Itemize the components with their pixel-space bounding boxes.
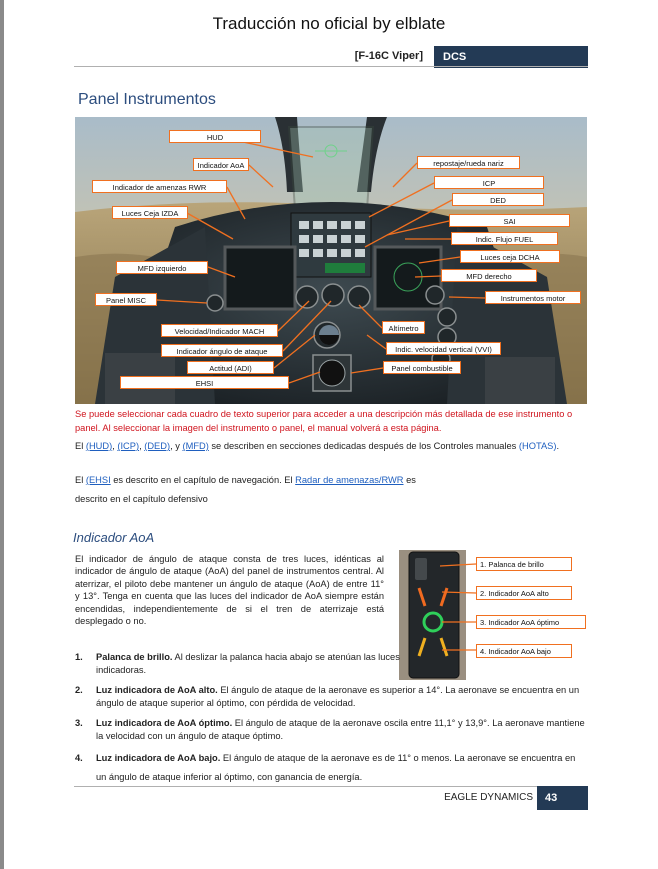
callout-adi[interactable]: Actitud (ADI) [187, 361, 274, 374]
cockpit-image[interactable] [75, 117, 587, 404]
callout-glare-right[interactable]: Luces ceja DCHA [460, 250, 560, 263]
link-hud[interactable]: (HUD) [85, 441, 113, 451]
callout-altimeter[interactable]: Altímetro [382, 321, 425, 334]
callout-fuel-panel[interactable]: Panel combustible [383, 361, 461, 374]
list-item-text: El ángulo de ataque de la aeronave oscila entre 11,1° y 13,9°. La aeronave mantiene la velocidad con un ángulo de ataque óptimo. [96, 718, 585, 741]
selection-note: Se puede seleccionar cada cuadro de texto superior para acceder a una descripción más detallada de ese instrumento o panel. Al seleccionar la imagen del instrumento o panel, el manual volverá a esta página. [75, 409, 573, 433]
list-item-title: Luz indicadora de AoA bajo. [96, 753, 221, 763]
page-number: 43 [537, 786, 588, 810]
text-comma: , [112, 441, 118, 451]
list-number: 1. [75, 652, 83, 662]
callout-mfd-right[interactable]: MFD derecho [441, 269, 537, 282]
document-title: Traducción no oficial by elblate [212, 14, 446, 33]
page-margin-bar [0, 0, 4, 869]
list-item-title: Palanca de brillo. [96, 652, 173, 662]
footer-company: EAGLE DYNAMICS [444, 792, 533, 803]
list-item-title: Luz indicadora de AoA alto. [96, 685, 218, 695]
header-rule [74, 66, 588, 67]
text-navigation: es descrito en el capítulo de navegación. El [110, 475, 296, 485]
text-el: El [75, 441, 86, 451]
text-and: , y [170, 441, 183, 451]
aoa-section-title: Indicador AoA [73, 530, 155, 545]
callout-vvi[interactable]: Indic. velocidad vertical (VVI) [386, 342, 501, 355]
list-number: 4. [75, 753, 83, 763]
link-ehsi[interactable]: (EHSI [85, 475, 111, 485]
callout-engine[interactable]: Instrumentos motor [485, 291, 581, 304]
link-mfd[interactable]: (MFD) [182, 441, 209, 451]
list-item-text: El ángulo de ataque de la aeronave es superior a 14°. La aeronave se encuentra en un ángulo de ataque superior al óptimo, con pérdida de velocidad. [96, 685, 580, 708]
callout-mach[interactable]: Velocidad/Indicador MACH [161, 324, 278, 337]
aoa-callout-brightness: 1. Palanca de brillo [476, 557, 572, 571]
link-rwr[interactable]: Radar de amenazas/RWR [295, 475, 404, 485]
list-item-text: Al deslizar la palanca hacia abajo se atenúan las luces indicadoras. [96, 652, 400, 675]
list-item-text: El ángulo de ataque de la aeronave es de 11° o menos. La aeronave se encuentra en un ángulo de ataque inferior al óptimo, con ganancia de energía. [96, 753, 576, 782]
paragraph-ehsi [75, 474, 585, 487]
text-comma: , [139, 441, 145, 451]
aircraft-label: [F-16C Viper] [354, 50, 423, 62]
aoa-callout-low: 4. Indicador AoA bajo [476, 644, 572, 658]
callout-rwr[interactable]: Indicador de amenzas RWR [92, 180, 227, 193]
callout-hud[interactable]: HUD [169, 130, 261, 143]
callout-ded[interactable]: DED [452, 193, 544, 206]
text-described: se describen en secciones dedicadas después de los Controles manuales [208, 441, 519, 451]
text-el: El [75, 475, 86, 485]
aoa-callout-high: 2. Indicador AoA alto [476, 586, 572, 600]
text-es: es [403, 475, 416, 485]
list-number: 3. [75, 718, 83, 728]
text-period: . [556, 441, 560, 451]
callout-fuel-flow[interactable]: Indic. Flujo FUEL [451, 232, 558, 245]
paragraph-defensive: descrito en el capítulo defensivo [75, 494, 208, 504]
callout-aoa-indexer[interactable]: Indicador AoA [193, 158, 249, 171]
callout-sai[interactable]: SAI [449, 214, 570, 227]
aoa-callout-optimum: 3. Indicador AoA óptimo [476, 615, 586, 629]
callout-mfd-left[interactable]: MFD izquierdo [116, 261, 208, 274]
paragraph-controls [75, 440, 585, 453]
callout-icp[interactable]: ICP [434, 176, 544, 189]
callout-ehsi[interactable]: EHSI [120, 376, 289, 389]
link-hotas[interactable]: (HOTAS) [518, 441, 557, 451]
list-item-title: Luz indicadora de AoA óptimo. [96, 718, 233, 728]
section-title: Panel Instrumentos [78, 91, 216, 108]
aoa-leader-lines [440, 560, 480, 660]
callout-aoa-gauge[interactable]: Indicador ángulo de ataque [161, 344, 283, 357]
link-ded[interactable]: (DED) [144, 441, 171, 451]
aoa-intro-text: El indicador de ángulo de ataque consta de tres luces, idénticas al indicador de ángulo de ataque (AoA) del panel de instrumentos central. Al aterrizar, el piloto debe mantener un ángulo de ataque (AoA) de entre 11° y 13°. Tenga en cuenta que las luces del indicador de AoA siempre están encendidas, independientemente de si el tren de aterrizaje está desplegado o no. [75, 554, 384, 627]
brand-tab: DCS [434, 46, 588, 68]
callout-refuel[interactable]: repostaje/rueda nariz [417, 156, 520, 169]
callout-misc[interactable]: Panel MISC [95, 293, 157, 306]
link-icp[interactable]: (ICP) [117, 441, 140, 451]
list-number: 2. [75, 685, 83, 695]
callout-glare-left[interactable]: Luces Ceja IZDA [112, 206, 188, 219]
footer-rule [74, 786, 588, 787]
